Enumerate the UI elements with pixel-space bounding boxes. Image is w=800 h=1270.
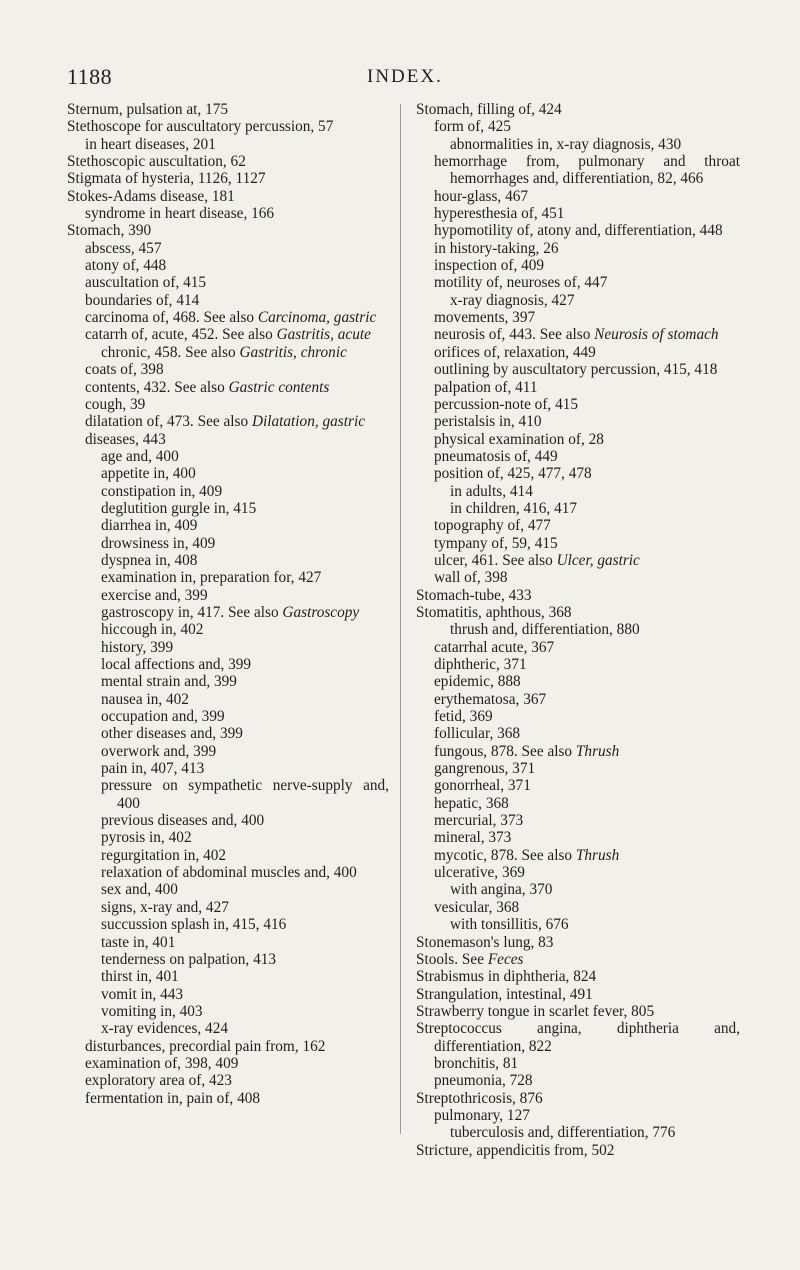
index-entry xyxy=(67,1072,389,1089)
index-entry xyxy=(67,864,389,881)
entry-text: vomit in, 443 xyxy=(101,985,184,1003)
entry-text: other diseases and, 399 xyxy=(101,725,243,743)
entry-text: Stethoscopic auscultation, 62 xyxy=(67,153,246,171)
index-entry xyxy=(416,361,740,378)
entry-text: mineral, 373 xyxy=(434,829,512,847)
entry-text: ulcerative, 369 xyxy=(434,864,525,882)
index-entry xyxy=(416,257,740,274)
index-entry xyxy=(67,465,389,482)
entry-text: Stomach-tube, 433 xyxy=(416,586,532,604)
entry-text: Stigmata of hysteria, 1126, 1127 xyxy=(67,170,266,188)
entry-text: vomiting in, 403 xyxy=(101,1002,203,1020)
entry-text: deglutition gurgle in, 415 xyxy=(101,499,257,517)
entry-text: Strabismus in diphtheria, 824 xyxy=(416,968,597,986)
entry-text: Stomach, 390 xyxy=(67,222,152,240)
entry-text: tuberculosis and, differentiation, 776 xyxy=(450,1124,676,1142)
index-entry xyxy=(67,639,389,656)
index-entry xyxy=(416,847,740,864)
index-entry xyxy=(67,448,389,465)
index-entry xyxy=(67,274,389,291)
entry-text: in children, 416, 417 xyxy=(450,499,578,517)
index-entry xyxy=(416,725,740,742)
index-entry xyxy=(67,673,389,690)
index-entry xyxy=(67,1003,389,1020)
index-entry xyxy=(67,743,389,760)
entry-text: physical examination of, 28 xyxy=(434,430,604,448)
index-entry xyxy=(416,431,740,448)
entry-text: drowsiness in, 409 xyxy=(101,534,216,552)
index-entry xyxy=(416,188,740,205)
entry-text: mycotic, 878. See also xyxy=(434,846,576,864)
index-entry xyxy=(416,1090,740,1107)
entry-text: form of, 425 xyxy=(434,118,511,136)
index-entry xyxy=(416,222,740,239)
index-entry xyxy=(416,673,740,690)
entry-text: signs, x-ray and, 427 xyxy=(101,898,229,916)
cross-reference: Gastroscopy xyxy=(282,603,360,621)
entry-text: in history-taking, 26 xyxy=(434,239,559,257)
entry-text: Stools. See xyxy=(416,950,488,968)
entry-text: exploratory area of, 423 xyxy=(85,1072,232,1090)
index-entry xyxy=(416,691,740,708)
index-entry xyxy=(416,777,740,794)
entry-text: boundaries of, 414 xyxy=(85,291,200,309)
index-entry xyxy=(416,448,740,465)
index-entry xyxy=(67,656,389,673)
cross-reference: Feces xyxy=(487,950,524,968)
index-column-left xyxy=(67,101,389,1107)
index-entry xyxy=(416,951,740,968)
index-entry xyxy=(67,1055,389,1072)
entry-text: hiccough in, 402 xyxy=(101,621,204,639)
entry-text: appetite in, 400 xyxy=(101,465,196,483)
entry-text: hypomotility of, atony and, differentiation, 448 xyxy=(434,222,723,240)
index-entry xyxy=(416,205,740,222)
entry-text: regurgitation in, 402 xyxy=(101,846,227,864)
page-number: 1188 xyxy=(67,64,113,89)
entry-text: diseases, 443 xyxy=(85,430,166,448)
entry-text: Stomatitis, aphthous, 368 xyxy=(416,603,572,621)
index-column-right xyxy=(416,101,740,1159)
entry-text: overwork and, 399 xyxy=(101,742,217,760)
entry-text: fermentation in, pain of, 408 xyxy=(85,1089,261,1107)
entry-text: sex and, 400 xyxy=(101,881,178,899)
entry-text: auscultation of, 415 xyxy=(85,274,207,292)
entry-text: Strangulation, intestinal, 491 xyxy=(416,985,593,1003)
index-entry xyxy=(67,101,389,118)
index-entry xyxy=(67,170,389,187)
entry-text: gastroscopy in, 417. See also xyxy=(101,603,283,621)
index-entry xyxy=(67,205,389,222)
index-entry xyxy=(416,864,740,881)
entry-text: orifices of, relaxation, 449 xyxy=(434,343,596,361)
entry-text: nausea in, 402 xyxy=(101,690,189,708)
index-entry xyxy=(416,1107,740,1124)
entry-text: previous diseases and, 400 xyxy=(101,812,265,830)
index-entry xyxy=(416,153,740,188)
entry-text: with tonsillitis, 676 xyxy=(450,916,569,934)
index-entry xyxy=(416,708,740,725)
entry-text: Streptothricosis, 876 xyxy=(416,1089,543,1107)
entry-text: Stricture, appendicitis from, 502 xyxy=(416,1141,615,1159)
index-entry xyxy=(67,413,389,430)
index-entry xyxy=(67,621,389,638)
entry-text: Sternum, pulsation at, 175 xyxy=(67,101,229,118)
entry-text: Stethoscope for auscultatory percussion, 57 xyxy=(67,118,334,136)
index-entry xyxy=(416,587,740,604)
entry-text: hour-glass, 467 xyxy=(434,187,529,205)
index-entry xyxy=(67,136,389,153)
entry-text: mental strain and, 399 xyxy=(101,673,237,691)
entry-text: carcinoma of, 468. See also xyxy=(85,309,258,327)
index-entry xyxy=(416,240,740,257)
entry-text: tenderness on palpation, 413 xyxy=(101,950,277,968)
column-divider xyxy=(400,104,401,1134)
entry-text: examination in, preparation for, 427 xyxy=(101,569,322,587)
index-entry xyxy=(416,639,740,656)
entry-text: Strawberry tongue in scarlet fever, 805 xyxy=(416,1002,655,1020)
index-entry xyxy=(416,309,740,326)
entry-text: succussion splash in, 415, 416 xyxy=(101,916,287,934)
index-entry xyxy=(67,222,389,239)
entry-text: diarrhea in, 409 xyxy=(101,517,198,535)
entry-text: hepatic, 368 xyxy=(434,794,509,812)
entry-text: pneumatosis of, 449 xyxy=(434,447,558,465)
entry-text: local affections and, 399 xyxy=(101,656,252,673)
entry-text: fungous, 878. See also xyxy=(434,742,576,760)
entry-text: palpation of, 411 xyxy=(434,378,538,396)
entry-text: Stokes-Adams disease, 181 xyxy=(67,187,235,205)
entry-text: gangrenous, 371 xyxy=(434,760,536,778)
index-entry xyxy=(416,1124,740,1141)
index-entry xyxy=(67,691,389,708)
index-entry xyxy=(416,465,740,482)
index-entry xyxy=(416,812,740,829)
entry-text: percussion-note of, 415 xyxy=(434,395,579,413)
entry-text: abnormalities in, x-ray diagnosis, 430 xyxy=(450,135,682,153)
index-entry xyxy=(416,604,740,621)
index-entry xyxy=(416,621,740,638)
entry-text: dyspnea in, 408 xyxy=(101,551,198,569)
entry-text: catarrhal acute, 367 xyxy=(434,638,555,656)
entry-text: relaxation of abdominal muscles and, 400 xyxy=(101,864,357,882)
entry-text: follicular, 368 xyxy=(434,725,521,743)
index-entry xyxy=(416,292,740,309)
entry-text: x-ray evidences, 424 xyxy=(101,1020,228,1038)
index-entry xyxy=(67,881,389,898)
index-entry xyxy=(416,968,740,985)
entry-text: history, 399 xyxy=(101,638,174,656)
index-entry xyxy=(67,292,389,309)
entry-text: pyrosis in, 402 xyxy=(101,829,192,847)
entry-text: hemorrhage from, pulmonary and throat hemorrhages and, differentiation, 82, 466 xyxy=(434,153,740,188)
index-entry xyxy=(67,1090,389,1107)
cross-reference: Carcinoma, gastric xyxy=(257,309,377,327)
entry-text: erythematosa, 367 xyxy=(434,690,547,708)
entry-text: with angina, 370 xyxy=(450,881,553,899)
index-entry xyxy=(67,587,389,604)
entry-text: wall of, 398 xyxy=(434,569,508,587)
index-entry xyxy=(416,743,740,760)
entry-text: vesicular, 368 xyxy=(434,898,520,916)
index-entry xyxy=(67,1020,389,1037)
entry-text: disturbances, precordial pain from, 162 xyxy=(85,1037,326,1055)
index-entry xyxy=(67,431,389,448)
entry-text: fetid, 369 xyxy=(434,708,493,726)
index-entry xyxy=(67,552,389,569)
index-entry xyxy=(416,795,740,812)
entry-text: in adults, 414 xyxy=(450,482,533,500)
cross-reference: Gastritis, chronic xyxy=(239,343,347,361)
index-entry xyxy=(67,777,389,812)
entry-text: topography of, 477 xyxy=(434,517,551,535)
index-entry xyxy=(67,361,389,378)
index-entry xyxy=(416,326,740,343)
page-header xyxy=(67,64,480,92)
entry-text: pulmonary, 127 xyxy=(434,1106,530,1124)
index-entry xyxy=(67,118,389,135)
cross-reference: Dilatation, gastric xyxy=(251,413,365,431)
cross-reference: Gastritis, acute xyxy=(276,326,371,344)
index-entry xyxy=(416,1020,740,1055)
index-entry xyxy=(416,517,740,534)
index-entry xyxy=(67,812,389,829)
entry-text: pneumonia, 728 xyxy=(434,1072,533,1090)
entry-text: epidemic, 888 xyxy=(434,673,521,691)
cross-reference: Neurosis of stomach xyxy=(594,326,719,344)
entry-text: neurosis of, 443. See also xyxy=(434,326,595,344)
index-entry xyxy=(416,379,740,396)
index-entry xyxy=(67,829,389,846)
entry-text: mercurial, 373 xyxy=(434,812,524,830)
index-entry xyxy=(67,569,389,586)
index-entry xyxy=(416,136,740,153)
entry-text: peristalsis in, 410 xyxy=(434,413,542,431)
entry-text: Stonemason's lung, 83 xyxy=(416,933,554,951)
index-entry xyxy=(67,604,389,621)
index-entry xyxy=(67,899,389,916)
cross-reference: Gastric contents xyxy=(228,378,330,396)
index-entry xyxy=(416,899,740,916)
entry-text: x-ray diagnosis, 427 xyxy=(450,291,575,309)
index-entry xyxy=(67,934,389,951)
entry-text: tympany of, 59, 415 xyxy=(434,534,558,552)
index-entry xyxy=(416,101,740,118)
index-entry xyxy=(416,552,740,569)
index-entry xyxy=(67,188,389,205)
entry-text: examination of, 398, 409 xyxy=(85,1054,239,1072)
index-entry xyxy=(67,1038,389,1055)
entry-text: inspection of, 409 xyxy=(434,257,545,275)
entry-text: abscess, 457 xyxy=(85,239,162,257)
index-entry xyxy=(67,708,389,725)
index-entry xyxy=(67,916,389,933)
index-entry xyxy=(67,500,389,517)
index-entry xyxy=(416,413,740,430)
index-entry xyxy=(416,1072,740,1089)
index-entry xyxy=(67,483,389,500)
entry-text: bronchitis, 81 xyxy=(434,1054,519,1072)
cross-reference: Thrush xyxy=(575,846,620,864)
entry-text: outlining by auscultatory percussion, 415, 418 xyxy=(434,361,718,379)
entry-text: position of, 425, 477, 478 xyxy=(434,465,592,483)
index-entry xyxy=(67,326,389,343)
index-entry xyxy=(416,396,740,413)
entry-text: thirst in, 401 xyxy=(101,968,179,986)
entry-text: taste in, 401 xyxy=(101,933,176,951)
index-entry xyxy=(416,656,740,673)
entry-text: syndrome in heart disease, 166 xyxy=(85,205,275,223)
entry-text: gonorrheal, 371 xyxy=(434,777,531,795)
entry-text: contents, 432. See also xyxy=(85,378,229,396)
entry-text: chronic, 458. See also xyxy=(101,343,240,361)
index-entry xyxy=(416,344,740,361)
index-entry xyxy=(416,1055,740,1072)
index-entry xyxy=(67,847,389,864)
index-entry xyxy=(67,760,389,777)
index-entry xyxy=(67,986,389,1003)
entry-text: Stomach, filling of, 424 xyxy=(416,101,562,118)
entry-text: dilatation of, 473. See also xyxy=(85,413,252,431)
entry-text: exercise and, 399 xyxy=(101,586,208,604)
index-entry xyxy=(416,274,740,291)
index-entry xyxy=(416,569,740,586)
index-entry xyxy=(67,396,389,413)
index-entry xyxy=(67,725,389,742)
index-entry xyxy=(67,517,389,534)
running-head: INDEX. xyxy=(367,66,443,87)
index-entry xyxy=(416,500,740,517)
index-entry xyxy=(416,1003,740,1020)
cross-reference: Ulcer, gastric xyxy=(556,551,640,569)
index-entry xyxy=(67,379,389,396)
index-entry xyxy=(67,240,389,257)
entry-text: ulcer, 461. See also xyxy=(434,551,557,569)
index-entry xyxy=(416,483,740,500)
entry-text: Streptococcus angina, diphtheria and, differentiation, 822 xyxy=(416,1020,740,1055)
entry-text: pain in, 407, 413 xyxy=(101,760,205,778)
entry-text: cough, 39 xyxy=(85,395,146,413)
index-entry xyxy=(67,257,389,274)
entry-text: coats of, 398 xyxy=(85,361,164,379)
entry-text: pressure on sympathetic nerve-supply and, 400 xyxy=(101,777,389,812)
entry-text: age and, 400 xyxy=(101,447,179,465)
entry-text: catarrh of, acute, 452. See also xyxy=(85,326,277,344)
index-entry xyxy=(416,829,740,846)
entry-text: constipation in, 409 xyxy=(101,482,223,500)
index-entry xyxy=(416,916,740,933)
index-entry xyxy=(416,118,740,135)
entry-text: motility of, neuroses of, 447 xyxy=(434,274,608,292)
index-entry xyxy=(416,881,740,898)
entry-text: hyperesthesia of, 451 xyxy=(434,205,565,223)
index-entry xyxy=(416,535,740,552)
index-entry xyxy=(416,934,740,951)
cross-reference: Thrush xyxy=(575,742,620,760)
entry-text: diphtheric, 371 xyxy=(434,656,527,673)
index-entry xyxy=(67,951,389,968)
entry-text: thrush and, differentiation, 880 xyxy=(450,621,640,639)
index-entry xyxy=(67,344,389,361)
entry-text: atony of, 448 xyxy=(85,257,167,275)
index-entry xyxy=(416,760,740,777)
index-entry xyxy=(416,1142,740,1159)
entry-text: in heart diseases, 201 xyxy=(85,135,216,153)
index-entry xyxy=(67,153,389,170)
index-entry xyxy=(416,986,740,1003)
index-entry xyxy=(67,968,389,985)
index-entry xyxy=(67,535,389,552)
index-entry xyxy=(67,309,389,326)
entry-text: movements, 397 xyxy=(434,309,536,327)
entry-text: occupation and, 399 xyxy=(101,708,225,726)
